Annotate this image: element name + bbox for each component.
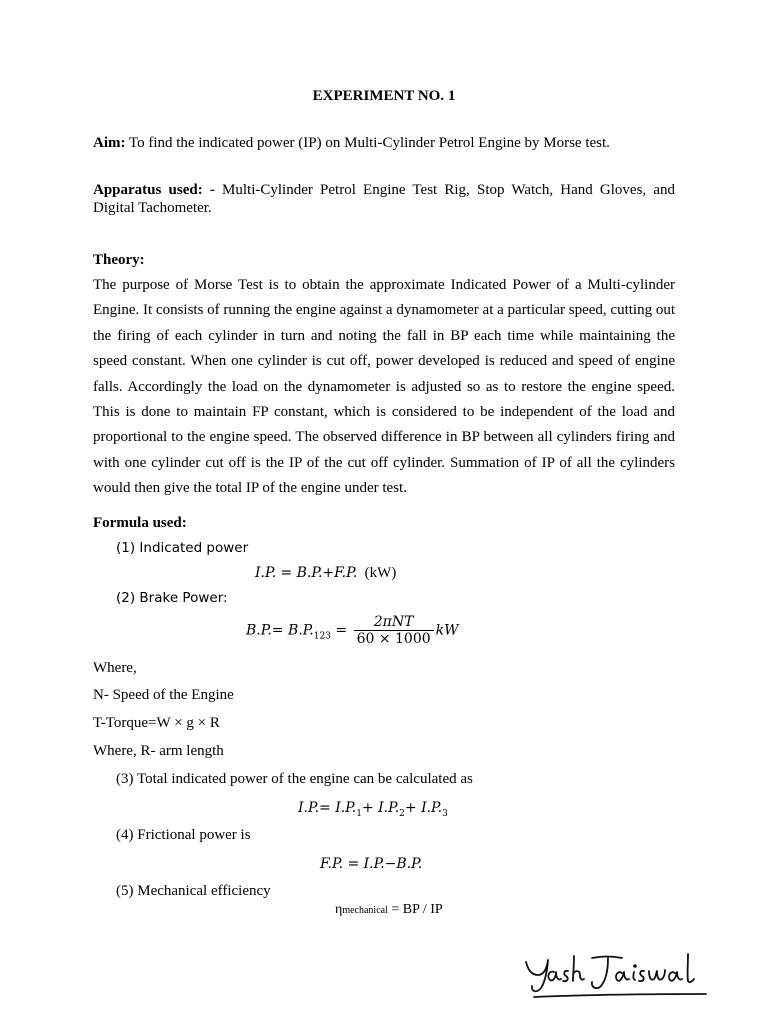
equation-total-ip: $I.P.= I.P._1+ I.P._2+ I.P._3$ <box>298 800 448 819</box>
aim-text: To find the indicated power (IP) on Multi-Cylinder Petrol Engine by Morse test. <box>125 135 610 151</box>
page-title: EXPERIMENT NO. 1 <box>312 88 456 104</box>
brake-power-fraction: $\frac{\text{2πNT}}{60 \times 1000}$ <box>354 614 434 647</box>
apparatus-text: Multi-Cylinder Petrol Engine Test Rig, Stop Watch, Hand Gloves, and Digital Tachometer. <box>93 182 675 216</box>
formula-heading: Formula used: <box>93 515 187 531</box>
equation-indicated-power: I.P. = B.P.+F.P. (kW) <box>255 565 397 581</box>
formula-item-5: (5) Mechanical efficiency <box>116 883 271 899</box>
formula-item-3: (3) Total indicated power of the engine can be calculated as <box>116 771 473 787</box>
handwritten-signature <box>520 948 720 1006</box>
apparatus-paragraph <box>93 181 675 217</box>
aim-paragraph <box>93 134 675 152</box>
aim-label: Aim: <box>93 135 126 151</box>
equation-frictional-power: F.P. = I.P.−B.P. <box>320 856 423 872</box>
equation-mechanical-efficiency: ηmechanical = BP / IP <box>335 902 443 917</box>
apparatus-label: Apparatus used: - <box>93 182 215 198</box>
theory-heading: Theory: <box>93 252 145 268</box>
definition-r: Where, R- arm length <box>93 743 224 759</box>
formula-item-2: (2) Brake Power: <box>116 590 228 606</box>
definition-t: T-Torque=W × g × R <box>93 715 220 731</box>
formula-item-1: (1) Indicated power <box>116 540 249 556</box>
where-label: Where, <box>93 660 137 676</box>
definition-n: N- Speed of the Engine <box>93 687 234 703</box>
theory-body: The purpose of Morse Test is to obtain the approximate Indicated Power of a Multi-cylinder Engine. It consists of running the engine against a dynamometer at a particular speed, cutting out the firing of each cylinder in turn and noting the fall in BP each time while maintaining the speed constant. When one cylinder is cut off, power developed is reduced and speed of engine falls. Accordingly the load on the dynamometer is adjusted so as to restore the engine speed. This is done to maintain FP constant, which is considered to be independent of the load and proportional to the engine speed. The observed difference in BP between all cylinders firing and with one cylinder cut off is the IP of the cut off cylinder. Summation of IP of all the cylinders would then give the total IP of the engine under test. <box>93 277 675 497</box>
formula-item-4: (4) Frictional power is <box>116 827 251 843</box>
equation-brake-power: $B.P.= B.P._{123}$ = $\frac{\text{2πNT}}{60 \times 1000}$ kW <box>246 614 459 647</box>
